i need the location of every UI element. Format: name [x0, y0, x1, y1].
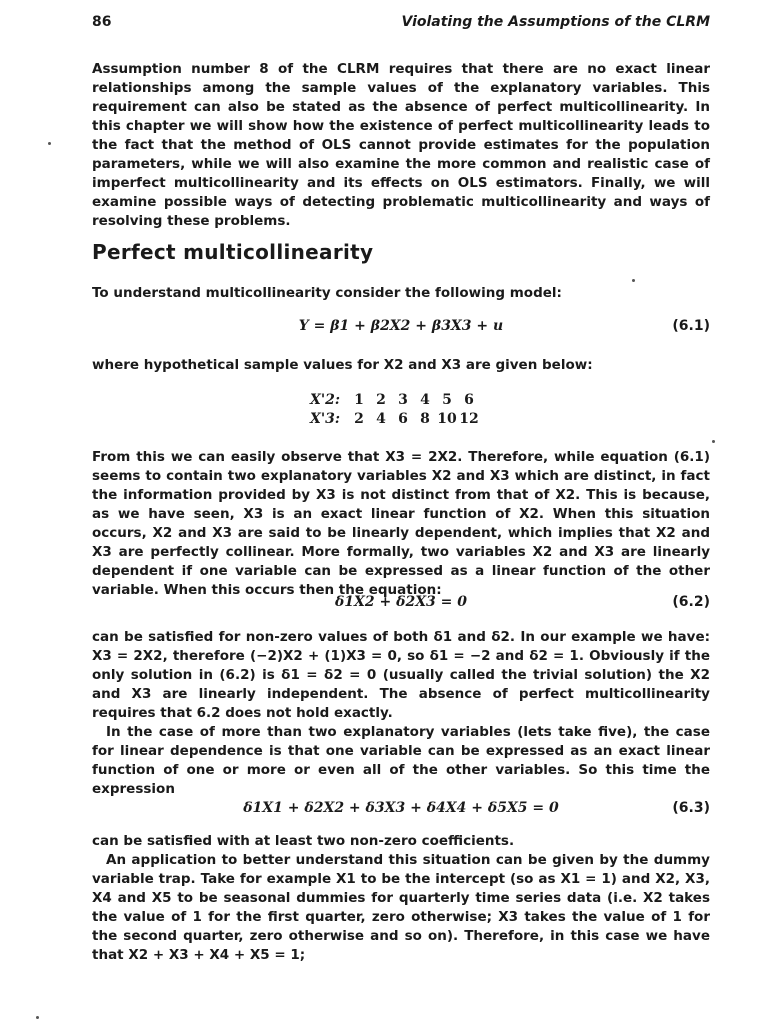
sample-value: 4: [376, 411, 386, 427]
sample-row-label: X'3:: [310, 411, 341, 427]
sample-value: 6: [464, 392, 474, 408]
sample-value: 12: [459, 411, 479, 427]
intro-paragraph-block: [92, 60, 710, 231]
lead-paragraph-block: [92, 284, 710, 303]
scan-speck: [48, 142, 51, 145]
sample-row-label: X'2:: [310, 392, 341, 408]
equation-6-3-text: δ1X1 + δ2X2 + δ3X3 + δ4X4 + δ5X5 = 0: [243, 800, 559, 816]
paragraph-text: can be satisfied for non-zero values of both δ1 and δ2. In our example we have: X3 = 2X2, therefore (−2)X2 + (1)X3 = 0, so δ1 = −2 and δ2 = 1. Obviously if the only solution in (6.2) is δ1 = δ2 = 0 (usually called the trivial solution) the X2 and X3 are linearly independent. The absence of perfect multicollinearity requires that 6.2 does not hold exactly.: [92, 629, 710, 721]
section-title: Perfect multicollinearity: [92, 240, 374, 264]
scan-speck: [632, 279, 635, 282]
sample-row-x3: [310, 411, 480, 430]
equation-6-1-number: (6.1): [672, 318, 710, 334]
paragraph-text: An application to better understand this situation can be given by the dummy variable trap. Take for example X1 to be the intercept (so as X1 = 1) and X2, X3, X4 and X5 to be seasonal dummies for quarterly time series data (i.e. X2 takes the value of 1 for the first quarter, zero otherwise; X3 takes the value of 1 for the second quarter, zero otherwise and so on). Therefore, in this case we have that X2 + X3 + X4 + X5 = 1;: [92, 852, 710, 963]
page-header: [92, 14, 710, 38]
sample-value: 10: [437, 411, 457, 427]
paragraph-nonzero-values: [92, 628, 710, 799]
paragraph-text: From this we can easily observe that X3 = 2X2. Therefore, while equation (6.1) seems to contain two explanatory variables X2 and X3 which are distinct, in fact the information provided by X3 is not distinct from that of X2. This is because, as we have seen, X3 is an exact linear function of X2. When this situation occurs, X2 and X3 are said to be linearly dependent, which implies that X2 and X3 are perfectly collinear. More formally, two variables X2 and X3 are linearly dependent if one variable can be expressed as a linear function of the other variable. When this occurs then the equation:: [92, 449, 710, 598]
sample-value: 8: [420, 411, 430, 427]
sample-values-table: [310, 392, 480, 430]
sample-value: 4: [420, 392, 430, 408]
equation-6-2-number: (6.2): [672, 594, 710, 610]
running-head: Violating the Assumptions of the CLRM: [401, 14, 710, 30]
paragraph-linear-dependence: [92, 448, 710, 600]
paragraph-text: can be satisfied with at least two non-zero coefficients.: [92, 833, 515, 849]
intro-paragraph: Assumption number 8 of the CLRM requires that there are no exact linear relationships among the sample values of the explanatory variables. This requirement can also be stated as the absence of perfect multicollinearity. In this chapter we will show how the existence of perfect multicollinearity leads to the fact that the method of OLS cannot provide estimates for the population parameters, while we will also examine the more common and realistic case of imperfect multicollinearity and its effects on OLS estimators. Finally, we will examine possible ways of detecting problematic multicollinearity and ways of resolving these problems.: [92, 61, 710, 229]
where-paragraph: where hypothetical sample values for X2 and X3 are given below:: [92, 357, 593, 373]
page-number: 86: [92, 14, 112, 30]
sample-value: 2: [354, 411, 364, 427]
sample-row-x2: [310, 392, 480, 411]
sample-value: 3: [398, 392, 408, 408]
scan-speck: [712, 440, 715, 443]
paragraph-text: In the case of more than two explanatory variables (lets take five), the case for linear dependence is that one variable can be expressed as an exact linear function of one or more or even all of the other variables. So this time the expression: [92, 724, 710, 797]
sample-value: 1: [354, 392, 364, 408]
equation-6-2: [92, 594, 710, 616]
lead-paragraph: To understand multicollinearity consider the following model:: [92, 285, 562, 301]
equation-6-2-text: δ1X2 + δ2X3 = 0: [334, 594, 468, 610]
equation-6-3-number: (6.3): [672, 800, 710, 816]
scan-speck: [36, 1016, 39, 1019]
sample-value: 5: [442, 392, 452, 408]
paragraph-dummy-trap: [92, 832, 710, 965]
where-paragraph-block: [92, 356, 710, 375]
equation-6-1: [92, 318, 710, 340]
sample-value: 2: [376, 392, 386, 408]
sample-value: 6: [398, 411, 408, 427]
equation-6-3: [92, 800, 710, 822]
equation-6-1-text: Y = β1 + β2X2 + β3X3 + u: [298, 318, 504, 334]
